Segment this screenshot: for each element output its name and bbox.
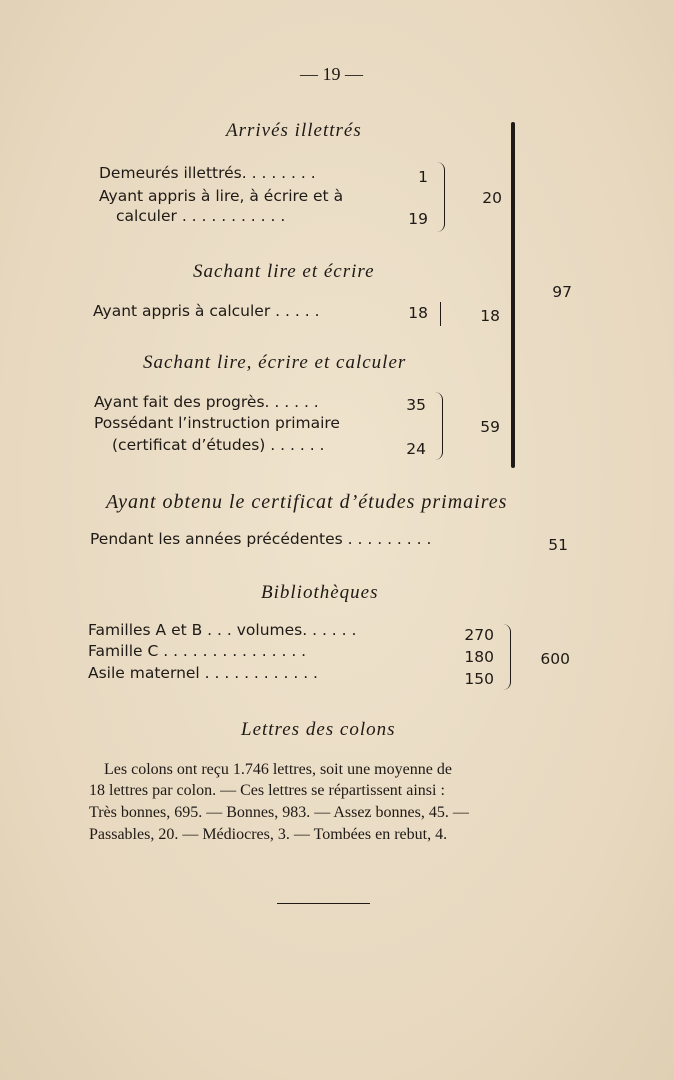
paragraph-line: Très bonnes, 695. — Bonnes, 983. — Assez bonnes, 45. — [89, 804, 469, 821]
row-value: 270 [464, 626, 494, 644]
paragraph-line: 18 lettres par colon. — Ces lettres se répartissent ainsi : [89, 782, 445, 799]
row-label: Ayant appris à lire, à écrire et à [99, 187, 344, 205]
total-bar [511, 122, 515, 468]
row-label: Pendant les années précédentes . . . . . . . . . [90, 530, 432, 548]
row-label: Asile maternel . . . . . . . . . . . . [88, 664, 318, 682]
row-value: 51 [548, 536, 568, 554]
row-label: calculer . . . . . . . . . . . [116, 207, 286, 225]
subtotal-value: 18 [480, 307, 500, 325]
closing-rule [277, 903, 370, 904]
brace [440, 302, 441, 326]
paragraph-line: Les colons ont reçu 1.746 lettres, soit une moyenne de [104, 761, 452, 778]
subtotal-value: 59 [480, 418, 500, 436]
row-label: Famille C . . . . . . . . . . . . . . . [88, 642, 307, 660]
row-label: Familles A et B . . . volumes. . . . . . [88, 621, 357, 639]
row-label: Ayant appris à calculer . . . . . [93, 302, 320, 320]
brace [436, 162, 445, 232]
subtotal-value: 600 [540, 650, 570, 668]
row-value: 1 [418, 168, 428, 186]
brace [502, 624, 511, 690]
grand-total-value: 97 [552, 283, 572, 301]
row-label: Possédant l’instruction primaire [94, 414, 340, 432]
row-value: 24 [406, 440, 426, 458]
row-label: (certificat d’études) . . . . . . [112, 436, 325, 454]
row-label: Ayant fait des progrès. . . . . . [94, 393, 319, 411]
brace [434, 392, 443, 460]
row-value: 19 [408, 210, 428, 228]
section-heading-certificat: Ayant obtenu le certificat d’études primaires [106, 491, 508, 513]
row-value: 35 [406, 396, 426, 414]
section-heading-lettres: Lettres des colons [241, 719, 396, 740]
row-label: Demeurés illettrés. . . . . . . . [99, 164, 316, 182]
section-heading-sachant-lire-ecrire-calculer: Sachant lire, écrire et calculer [143, 352, 407, 373]
row-value: 150 [464, 670, 494, 688]
page-number: — 19 — [300, 64, 363, 84]
row-value: 18 [408, 304, 428, 322]
row-value: 180 [464, 648, 494, 666]
section-heading-arrives: Arrivés illettrés [226, 120, 362, 141]
paragraph-line: Passables, 20. — Médiocres, 3. — Tombées en rebut, 4. [89, 826, 448, 843]
section-heading-bibliotheques: Bibliothèques [261, 582, 379, 603]
section-heading-sachant-lire-ecrire: Sachant lire et écrire [193, 261, 375, 282]
subtotal-value: 20 [482, 189, 502, 207]
